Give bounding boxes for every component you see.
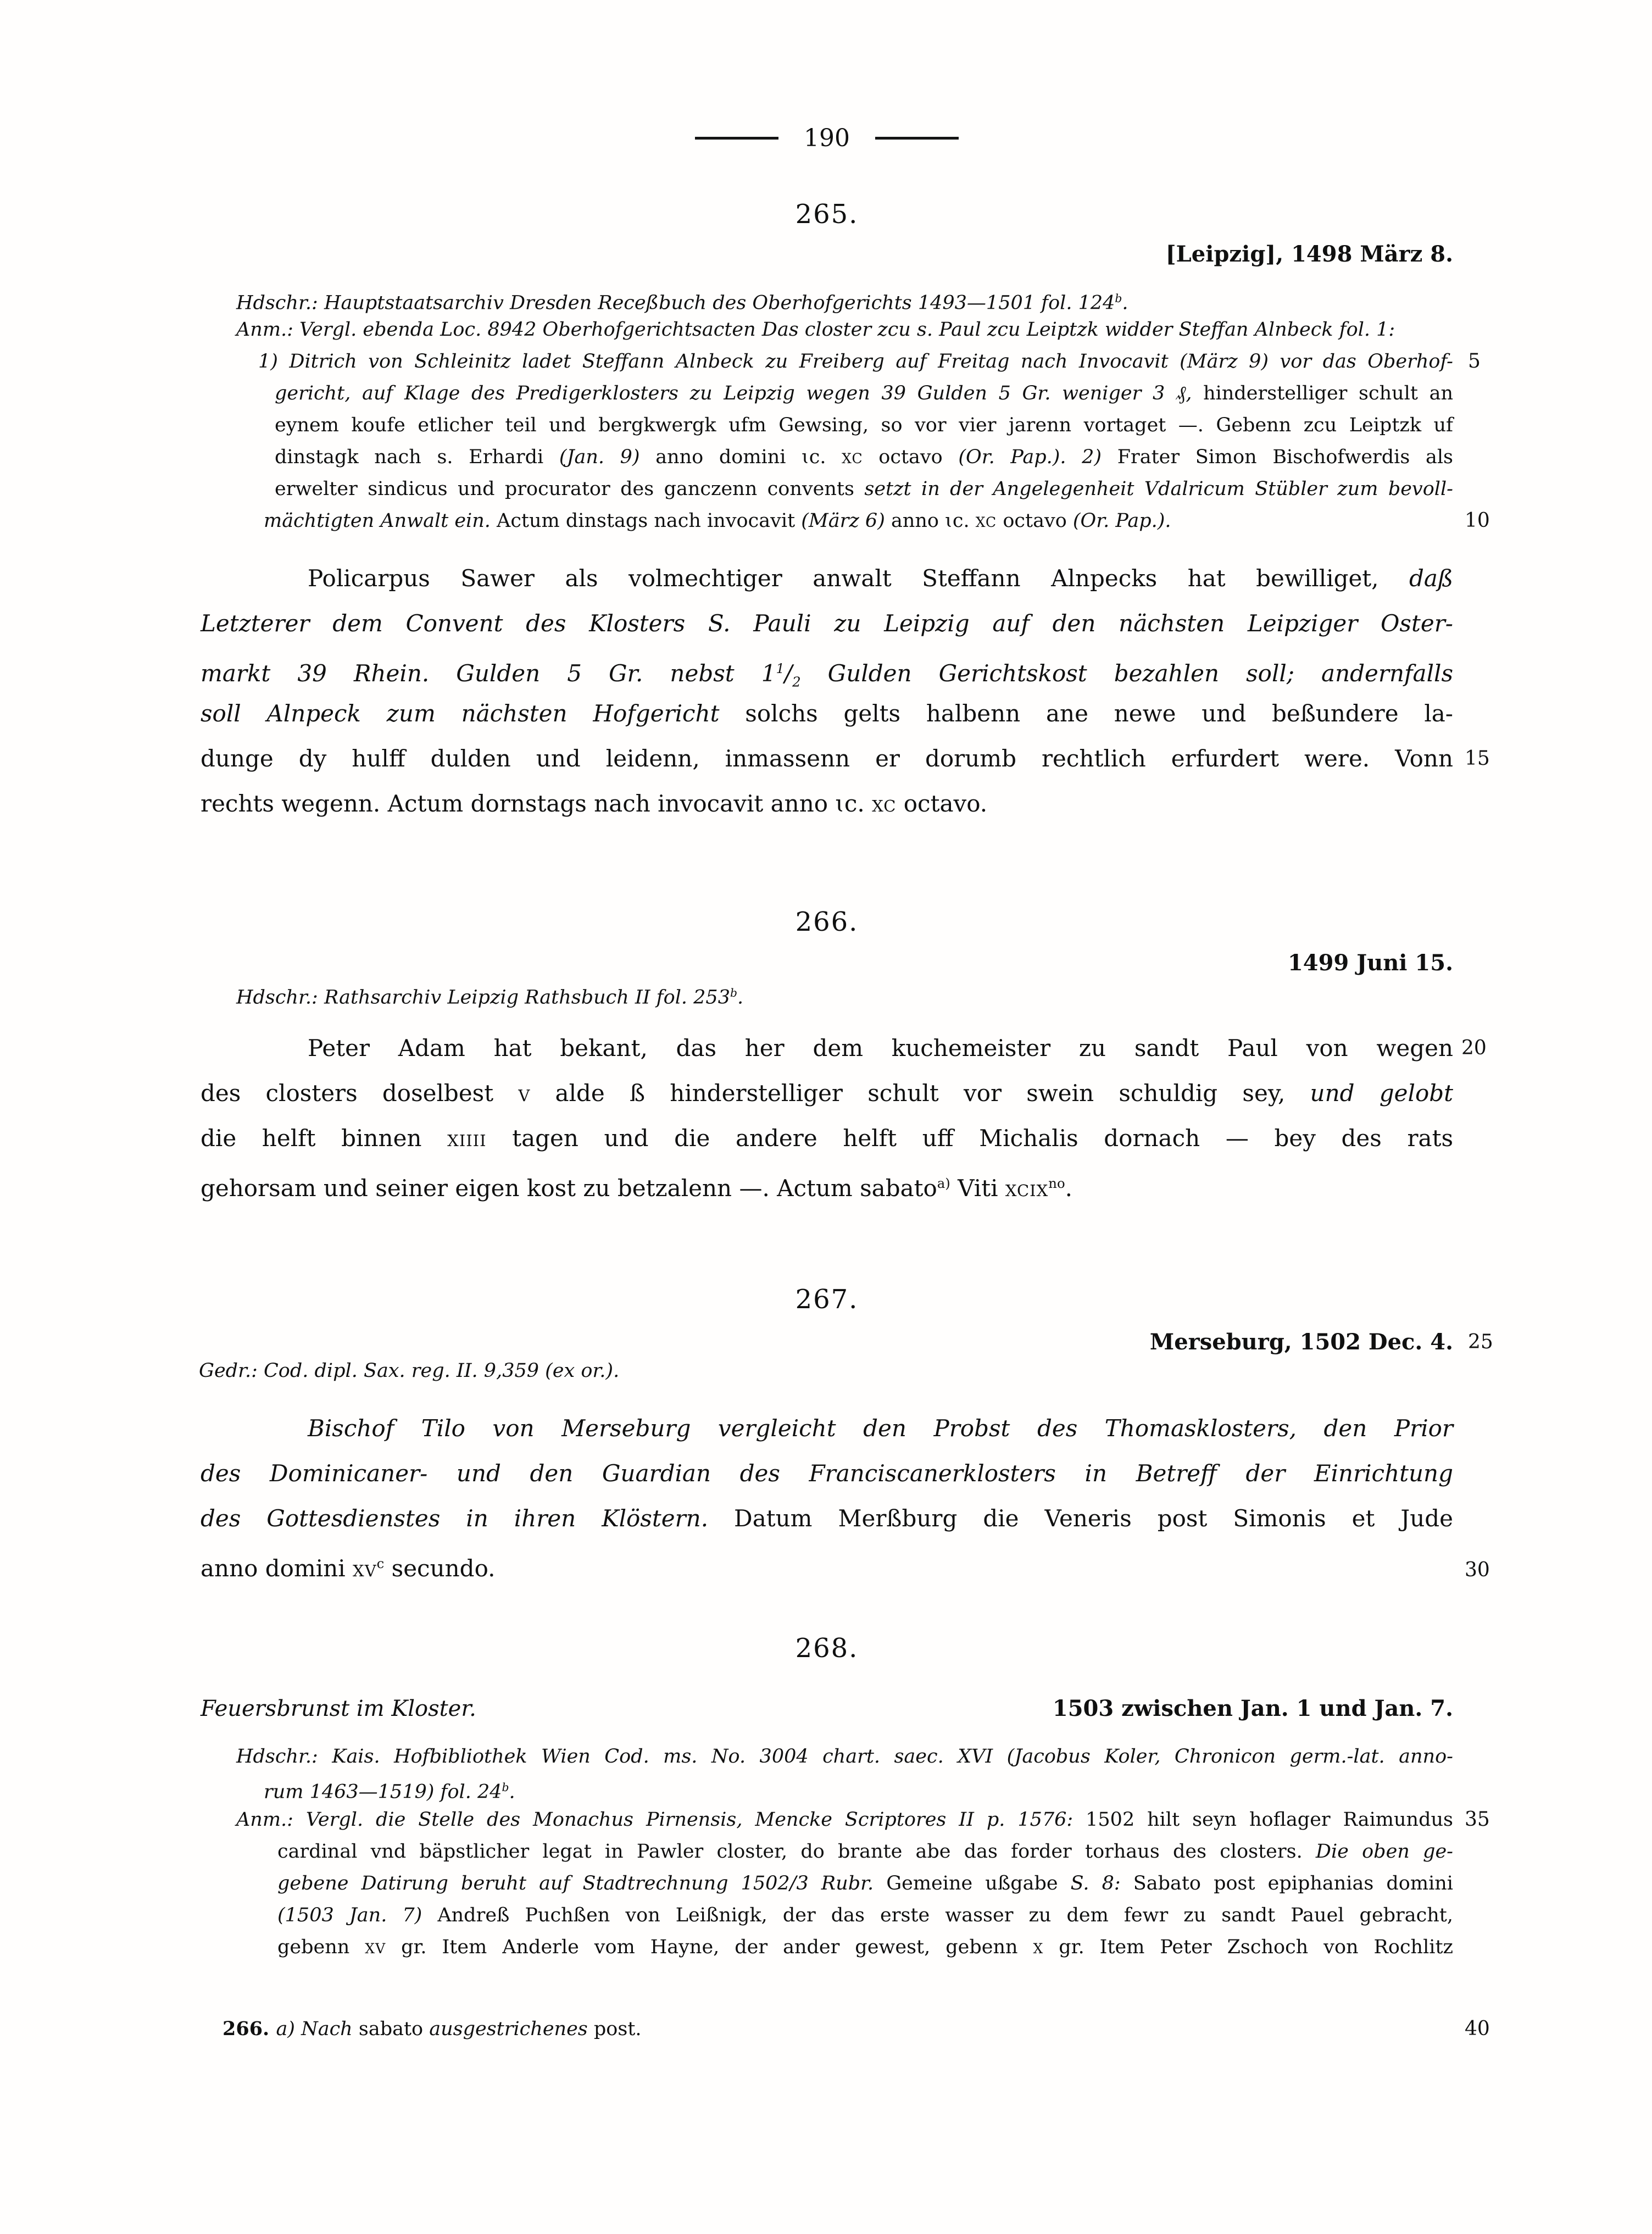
entry-268-note-line-4: (1503 Jan. 7) Andreß Puchßen von Leißnigk, der das erste wasser zu dem fewr zu sandt Pauel gebracht,	[277, 1904, 1453, 1926]
entry-268-date: 1503 zwischen Jan. 1 und Jan. 7.	[1052, 1696, 1453, 1721]
entry-268-note-line-1: Anm.: Vergl. die Stelle des Monachus Pirnensis, Mencke Scriptores II p. 1576: 1502 hilt seyn hoflager Raimundus	[236, 1809, 1453, 1831]
entry-265-body-line-2: Letzterer dem Convent des Klosters S. Pauli zu Leipzig auf den nächsten Leipziger Oster-	[201, 610, 1453, 637]
entry-268-heading: 268.	[795, 1633, 859, 1664]
entry-268-note-line-3: gebene Datirung beruht auf Stadtrechnung 1502/3 Rubr. Gemeine ußgabe S. 8: Sabato post epiphanias domini	[277, 1872, 1453, 1894]
margin-line-number-35: 35	[1465, 1808, 1490, 1831]
entry-268-note-line-2: cardinal vnd bäpstlicher legat in Pawler closter, do brante abe das forder torhaus des closters. Die oben ge-	[277, 1841, 1453, 1863]
entry-266-body-line-1: Peter Adam hat bekant, das her dem kuchemeister zu sandt Paul von wegen	[308, 1035, 1453, 1062]
entry-265-source-line: Hdschr.: Hauptstaatsarchiv Dresden Receßbuch des Oberhofgerichts 1493—1501 fol. 124$^b$.	[236, 292, 1128, 314]
entry-265-note-line-7: mächtigten Anwalt ein. Actum dinstags nach invocavit (März 6) anno ɩc. xc octavo (Or. Pap.).	[264, 510, 1171, 532]
entry-266-body-line-4: gehorsam und seiner eigen kost zu betzalenn —. Actum sabato$^{a)}$ Viti xcix$^{no}$.	[201, 1175, 1073, 1202]
entry-265-body-line-3: markt 39 Rhein. Gulden 5 Gr. nebst $1^1/_2$ Gulden Gerichtskost bezahlen soll; andernfalls	[201, 660, 1454, 690]
entry-265-note-line-2: 1) Ditrich von Schleinitz ladet Steffann Alnbeck zu Freiberg auf Freitag nach Invocavit (März 9) vor das Oberhof-	[258, 351, 1453, 373]
entry-267-body-line-4: anno domini $xv^c$ secundo.	[201, 1555, 496, 1582]
entry-265-note-line-5: dinstagk nach s. Erhardi (Jan. 9) anno domini ɩc. xc octavo (Or. Pap.). 2) Frater Simon Bischofwerdis als	[275, 446, 1453, 468]
entry-265-note-line-1: Anm.: Vergl. ebenda Loc. 8942 Oberhofgerichtsacten Das closter zcu s. Paul zcu Leiptzk widder Steffan Alnbeck fol. 1:	[236, 319, 1395, 341]
footnote-line: 266. a) Nach sabato ausgestrichenes post.	[223, 2018, 642, 2040]
entry-267-body-line-2: des Dominicaner- und den Guardian des Franciscanerklosters in Betreff der Einrichtung	[201, 1460, 1453, 1487]
margin-line-number-40: 40	[1465, 2018, 1490, 2040]
entry-265-note-line-4: eynem koufe etlicher teil und bergkwergk ufm Gewsing, so vor vier jarenn vortaget —. Gebenn zcu Leiptzk uf	[275, 414, 1453, 436]
entry-267-body-line-3: des Gottesdienstes in ihren Klöstern. Datum Merßburg die Veneris post Simonis et Jude	[201, 1505, 1453, 1532]
entry-265-note-line-3: gericht, auf Klage des Predigerklosters zu Leipzig wegen 39 Gulden 5 Gr. weniger 3 ₰, hinderstelliger schult an	[275, 382, 1453, 404]
entry-267-heading: 267.	[795, 1284, 859, 1315]
entry-268-note-line-5: gebenn xv gr. Item Anderle vom Hayne, der ander gewest, gebenn x gr. Item Peter Zschoch von Rochlitz	[277, 1936, 1453, 1958]
entry-265-body-line-5: dunge dy hulff dulden und leidenn, inmassenn er dorumb rechtlich erfurdert were. Vonn	[201, 745, 1453, 772]
margin-line-number-20: 20	[1461, 1037, 1487, 1059]
page-header	[201, 121, 1453, 155]
entry-267-date: Merseburg, 1502 Dec. 4.	[1149, 1329, 1453, 1355]
entry-265-heading: 265.	[795, 199, 859, 230]
entry-268-source-line-2: rum 1463—1519) fol. 24$^b$.	[264, 1781, 515, 1803]
entry-266-body-line-3: die helft binnen xiiii tagen und die andere helft uff Michalis dornach — bey des rats	[201, 1125, 1453, 1152]
entry-266-source-line: Hdschr.: Rathsarchiv Leipzig Rathsbuch II fol. 253$^b$.	[236, 986, 744, 1009]
page-number: 190	[804, 124, 850, 152]
margin-line-number-10: 10	[1465, 509, 1490, 532]
entry-265-body-line-4: soll Alnpeck zum nächsten Hofgericht solchs gelts halbenn ane newe und beßundere la-	[201, 700, 1453, 727]
entry-266-date: 1499 Juni 15.	[1287, 950, 1453, 976]
margin-line-number-30: 30	[1465, 1559, 1490, 1581]
entry-267-source-line: Gedr.: Cod. dipl. Sax. reg. II. 9,359 (ex or.).	[199, 1360, 620, 1382]
entry-265-note-line-6: erwelter sindicus und procurator des ganczenn convents setzt in der Angelegenheit Vdalricum Stübler zum bevoll-	[275, 478, 1453, 500]
header-rule-right	[875, 137, 959, 140]
entry-266-heading: 266.	[795, 907, 859, 937]
margin-line-number-15: 15	[1465, 747, 1490, 770]
entry-267-body-line-1: Bischof Tilo von Merseburg vergleicht den Probst des Thomasklosters, den Prior	[308, 1415, 1453, 1442]
entry-265-body-line-1: Policarpus Sawer als volmechtiger anwalt Steffann Alnpecks hat bewilliget, daß	[308, 565, 1453, 592]
entry-268-caption: Feuersbrunst im Kloster.	[201, 1696, 476, 1721]
entry-268-source-line-1: Hdschr.: Kais. Hofbibliothek Wien Cod. ms. No. 3004 chart. saec. XVI (Jacobus Koler, Chronicon germ.-lat. anno-	[236, 1746, 1453, 1768]
entry-265-date: [Leipzig], 1498 März 8.	[1165, 241, 1453, 267]
entry-266-body-line-2: des closters doselbest v alde ß hinderstelliger schult vor swein schuldig sey, und gelobt	[201, 1080, 1453, 1107]
margin-line-number-5: 5	[1468, 350, 1481, 373]
margin-line-number-25: 25	[1468, 1331, 1493, 1353]
header-rule-left	[695, 137, 778, 140]
entry-265-body-line-6: rechts wegenn. Actum dornstags nach invocavit anno ɩc. xc octavo.	[201, 790, 988, 817]
